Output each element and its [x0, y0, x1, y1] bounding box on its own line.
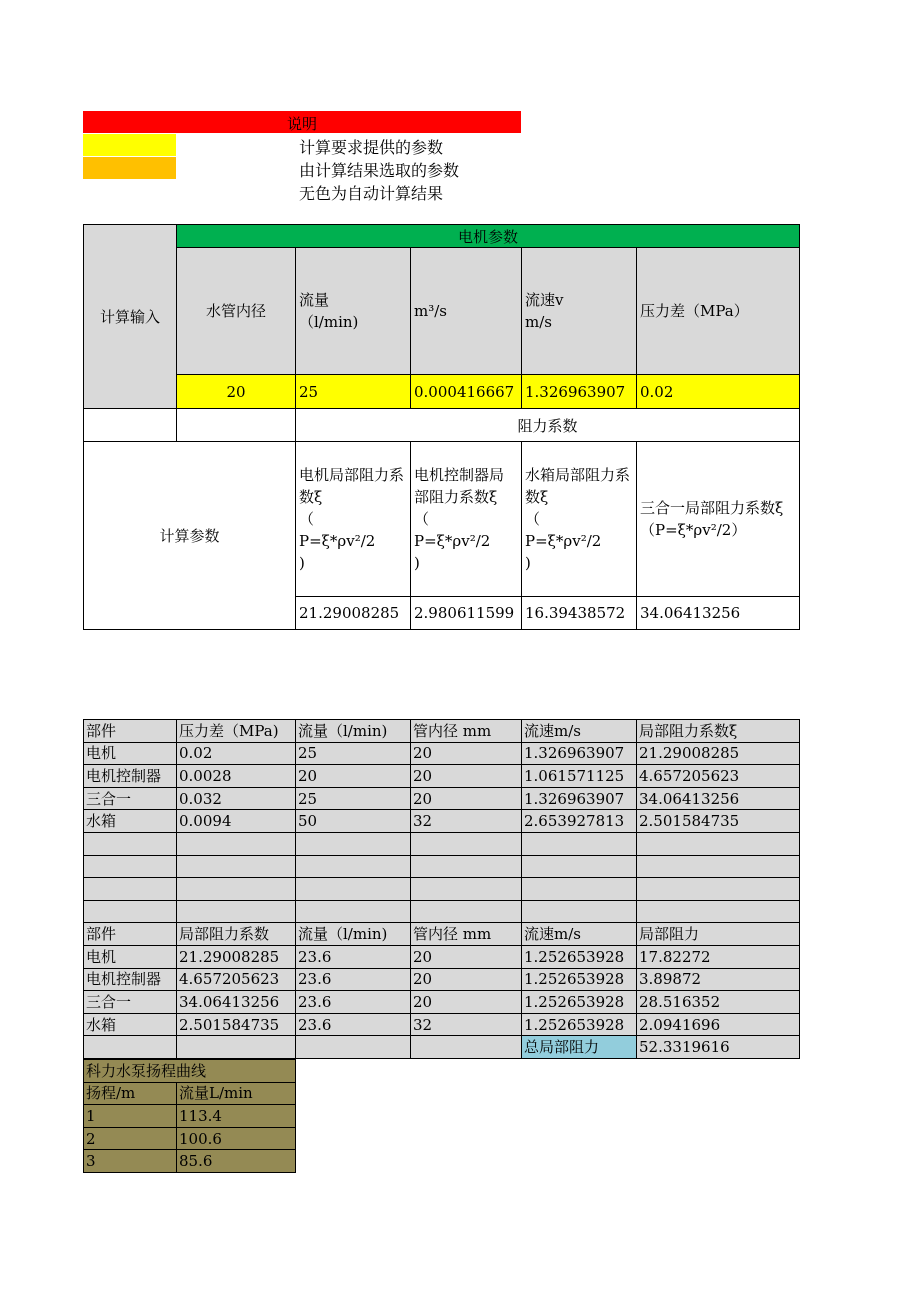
table-row [84, 765, 800, 788]
table-cell: 局部阻力系数ξ [637, 720, 800, 743]
table-cell: 0.0094 [177, 810, 296, 833]
table-row [84, 832, 800, 855]
motor-header-cell: 流速v m/s [522, 248, 637, 375]
table-cell: 0.02 [177, 742, 296, 765]
table-cell [296, 832, 411, 855]
table-cell: 电机 [84, 742, 177, 765]
table-cell: 1.326963907 [522, 787, 637, 810]
table-cell: 部件 [84, 720, 177, 743]
table-cell: 流速m/s [522, 720, 637, 743]
calc-params-label: 计算参数 [84, 442, 296, 630]
pump-curve-title: 科力水泵扬程曲线 [84, 1060, 296, 1083]
table-cell: 流量（l/min) [296, 720, 411, 743]
table-row [84, 742, 800, 765]
table-cell: 三合一 [84, 787, 177, 810]
table-cell: 34.06413256 [637, 787, 800, 810]
table-cell: 三合一 [84, 991, 177, 1014]
table-cell: 1.061571125 [522, 765, 637, 788]
empty-cell [177, 409, 296, 442]
table-cell [411, 900, 522, 923]
empty-cell [84, 409, 177, 442]
table-cell [411, 832, 522, 855]
motor-header-cell: 压力差（MPa） [637, 248, 800, 375]
table-row [84, 968, 800, 991]
table-cell: 管内径 mm [411, 923, 522, 946]
table-cell [637, 878, 800, 901]
motor-value-cell: 0.000416667 [411, 375, 522, 409]
legend-title-bar [83, 111, 521, 133]
table-cell: 电机控制器 [84, 968, 177, 991]
table-row [84, 1127, 296, 1150]
table-cell: 23.6 [296, 1013, 411, 1036]
coef-value-cell: 34.06413256 [637, 597, 800, 630]
table-cell: 23.6 [296, 968, 411, 991]
table-cell: 流量L/min [177, 1082, 296, 1105]
coef-header-cell: 水箱局部阻力系数ξ （ P=ξ*ρv²/2 ) [522, 442, 637, 597]
table-cell: 21.29008285 [177, 945, 296, 968]
table-cell: 扬程/m [84, 1082, 177, 1105]
coef-value-cell: 21.29008285 [296, 597, 411, 630]
legend-yellow-label: 计算要求提供的参数 [299, 138, 444, 157]
orange-swatch [83, 157, 176, 179]
table-cell: 28.516352 [637, 991, 800, 1014]
motor-header-cell: 流量 （l/min) [296, 248, 411, 375]
table-cell: 水箱 [84, 810, 177, 833]
table-cell [637, 832, 800, 855]
table-row [84, 900, 800, 923]
motor-value-cell: 20 [177, 375, 296, 409]
coef-header-cell: 电机控制器局部阻力系数ξ （ P=ξ*ρv²/2 ) [411, 442, 522, 597]
motor-value-cell: 1.326963907 [522, 375, 637, 409]
table-cell: 1 [84, 1105, 177, 1128]
motor-header-cell: m³/s [411, 248, 522, 375]
table-cell [522, 900, 637, 923]
table-row [84, 1105, 296, 1128]
table-cell: 113.4 [177, 1105, 296, 1128]
table-cell [84, 900, 177, 923]
table-cell: 4.657205623 [637, 765, 800, 788]
table-cell: 20 [411, 991, 522, 1014]
table-cell: 20 [411, 765, 522, 788]
table-cell: 局部阻力系数 [177, 923, 296, 946]
table-cell: 电机 [84, 945, 177, 968]
table-cell: 1.252653928 [522, 945, 637, 968]
table-cell [296, 855, 411, 878]
table-cell [84, 832, 177, 855]
table-cell: 水箱 [84, 1013, 177, 1036]
table-cell [637, 855, 800, 878]
table-cell: 25 [296, 787, 411, 810]
table-row [84, 878, 800, 901]
table-row [84, 787, 800, 810]
table-cell [177, 832, 296, 855]
empty-cell [177, 1036, 296, 1059]
total-row [84, 1036, 800, 1059]
table-cell: 25 [296, 742, 411, 765]
table-cell: 32 [411, 1013, 522, 1036]
motor-value-cell: 0.02 [637, 375, 800, 409]
total-resistance-label: 总局部阻力 [522, 1036, 637, 1059]
empty-cell [84, 1036, 177, 1059]
table-cell [411, 878, 522, 901]
table-cell: 21.29008285 [637, 742, 800, 765]
coef-value-cell: 2.980611599 [411, 597, 522, 630]
table-cell: 23.6 [296, 991, 411, 1014]
table-header-row [84, 1082, 296, 1105]
component-table [83, 719, 800, 1059]
table-cell: 流量（l/min) [296, 923, 411, 946]
table-cell: 34.06413256 [177, 991, 296, 1014]
table-cell: 部件 [84, 923, 177, 946]
table-cell: 3 [84, 1150, 177, 1173]
table-cell: 管内径 mm [411, 720, 522, 743]
total-resistance-value: 52.3319616 [637, 1036, 800, 1059]
table-cell [296, 878, 411, 901]
table-cell: 流速m/s [522, 923, 637, 946]
table-row [84, 1150, 296, 1173]
yellow-swatch [83, 134, 176, 156]
table-cell [84, 878, 177, 901]
table-cell: 32 [411, 810, 522, 833]
table-cell [637, 900, 800, 923]
table-cell [296, 900, 411, 923]
table-cell: 2.501584735 [637, 810, 800, 833]
legend-title: 说明 [287, 115, 318, 133]
table-cell [177, 900, 296, 923]
table-cell: 20 [411, 742, 522, 765]
coef-header-cell: 电机局部阻力系数ξ （ P=ξ*ρv²/2 ) [296, 442, 411, 597]
table-cell: 20 [411, 968, 522, 991]
table-header-row [84, 923, 800, 946]
table-cell: 3.89872 [637, 968, 800, 991]
table-cell [522, 878, 637, 901]
table-cell [411, 855, 522, 878]
motor-params-header: 电机参数 [177, 225, 800, 248]
table-row [84, 945, 800, 968]
table-cell: 2.501584735 [177, 1013, 296, 1036]
table-row [84, 810, 800, 833]
table-cell: 电机控制器 [84, 765, 177, 788]
table-cell: 20 [411, 945, 522, 968]
calc-input-label: 计算输入 [84, 225, 177, 409]
empty-cell [411, 1036, 522, 1059]
table-cell: 20 [296, 765, 411, 788]
table-cell: 1.252653928 [522, 968, 637, 991]
table-cell: 85.6 [177, 1150, 296, 1173]
table-cell: 23.6 [296, 945, 411, 968]
table-row [84, 855, 800, 878]
table-row [84, 1013, 800, 1036]
table-cell [522, 832, 637, 855]
table-cell: 50 [296, 810, 411, 833]
table-cell: 0.0028 [177, 765, 296, 788]
table-cell: 2.653927813 [522, 810, 637, 833]
motor-header-cell: 水管内径 [177, 248, 296, 375]
table-cell: 压力差（MPa) [177, 720, 296, 743]
empty-cell [296, 1036, 411, 1059]
table-cell: 局部阻力 [637, 923, 800, 946]
table-cell: 2 [84, 1127, 177, 1150]
table-cell [177, 878, 296, 901]
table-cell: 20 [411, 787, 522, 810]
table-cell: 17.82272 [637, 945, 800, 968]
table-cell: 4.657205623 [177, 968, 296, 991]
table-cell: 1.252653928 [522, 1013, 637, 1036]
table-cell: 1.326963907 [522, 742, 637, 765]
coef-value-cell: 16.39438572 [522, 597, 637, 630]
legend-orange-label: 由计算结果选取的参数 [299, 161, 460, 180]
table-cell: 2.0941696 [637, 1013, 800, 1036]
legend-none-label: 无色为自动计算结果 [299, 184, 444, 203]
pump-curve-table [83, 1059, 296, 1173]
coef-header-cell: 三合一局部阻力系数ξ （P=ξ*ρv²/2） [637, 442, 800, 597]
table-cell [177, 855, 296, 878]
motor-value-cell: 25 [296, 375, 411, 409]
table-header-row [84, 720, 800, 743]
table-cell: 1.252653928 [522, 991, 637, 1014]
table-cell: 100.6 [177, 1127, 296, 1150]
table-cell [522, 855, 637, 878]
resistance-coef-header: 阻力系数 [296, 409, 800, 442]
table-row [84, 991, 800, 1014]
table-cell: 0.032 [177, 787, 296, 810]
table-cell [84, 855, 177, 878]
motor-parameter-table [83, 224, 800, 630]
